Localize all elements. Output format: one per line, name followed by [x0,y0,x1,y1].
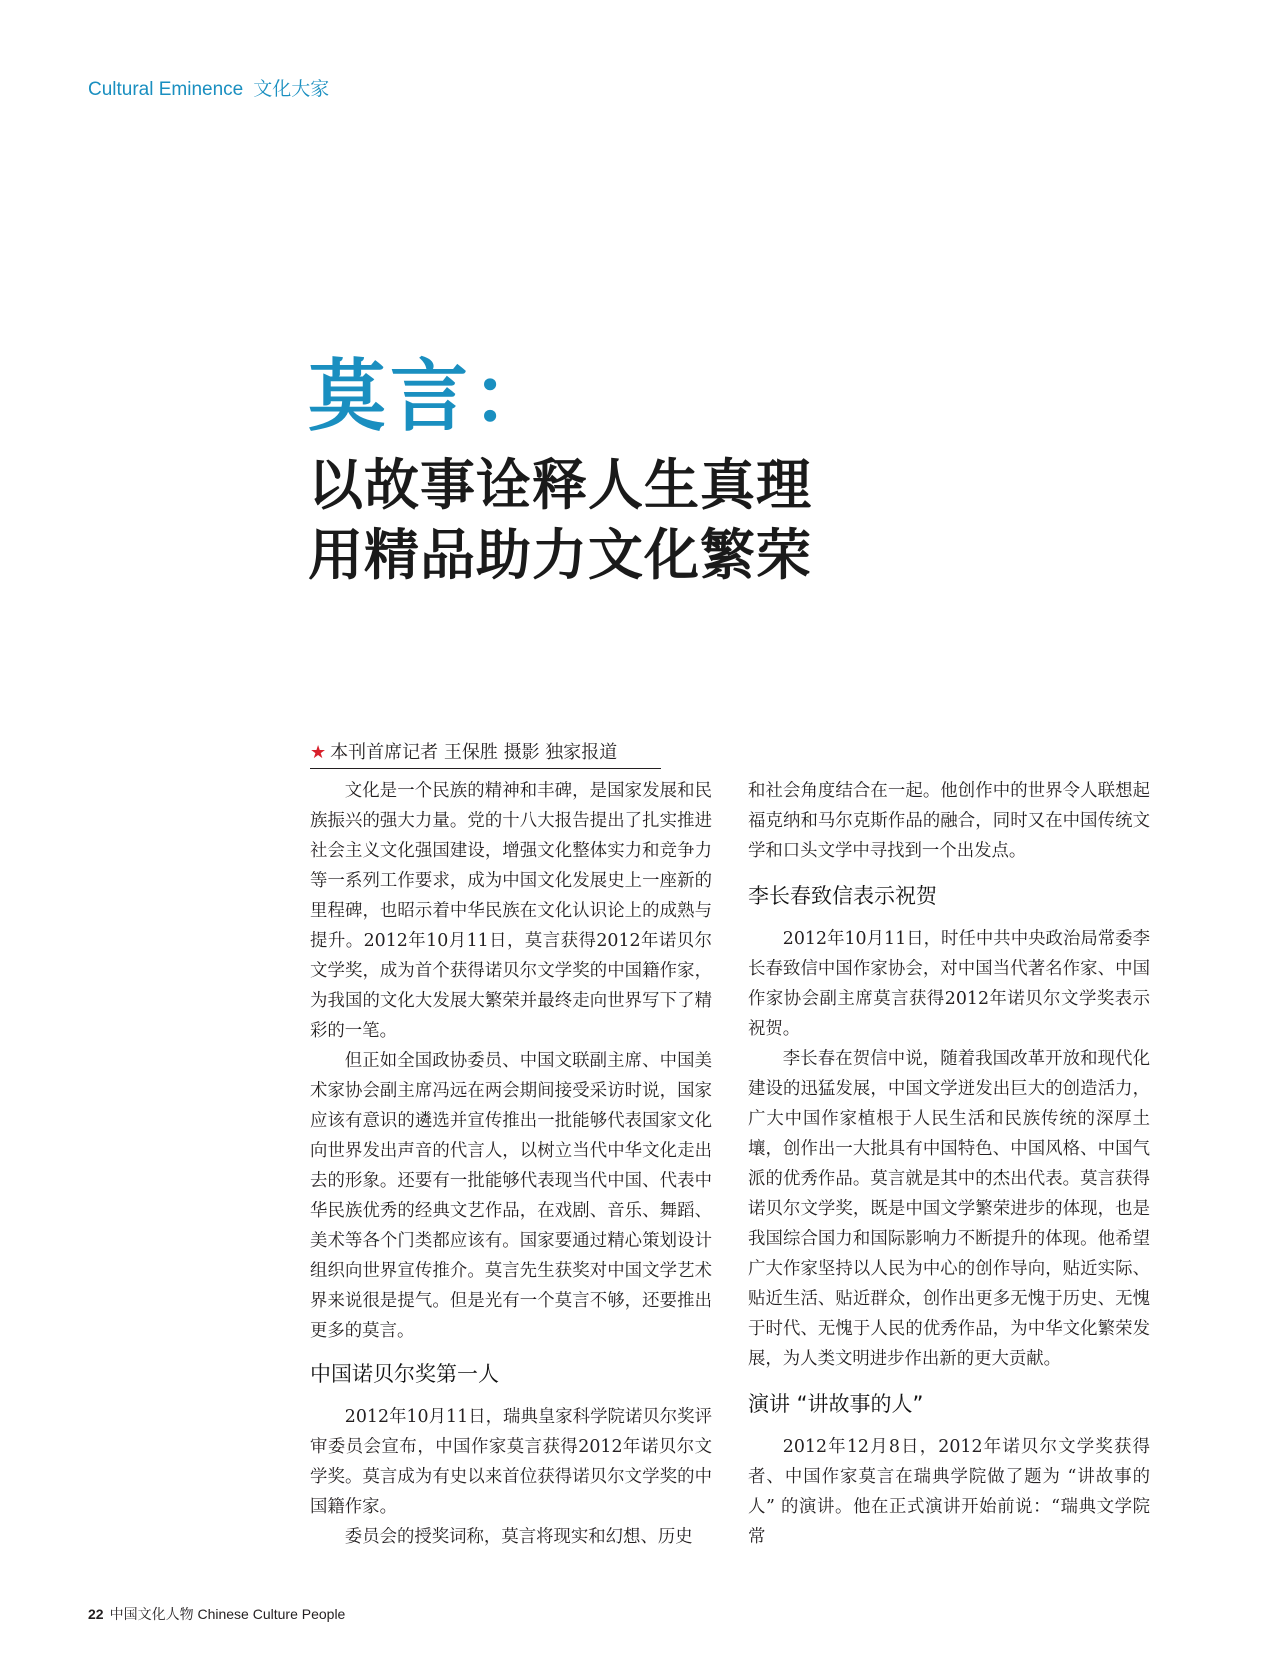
byline [310,741,661,769]
section-heading: 李长春致信表示祝贺 [748,884,937,908]
paragraph: 委员会的授奖词称，莫言将现实和幻想、历史 [344,1527,693,1547]
subtitle-line-1: 以故事诠释人生真理 [308,452,813,517]
paragraph: 文化是一个民族的精神和丰碑，是国家发展和民族振兴的强大力量。党的十八大报告提出了扎实推进社会主义文化强国建设，增强文化整体实力和竞争力等一系列工作要求，成为中国文化发展史上一座新的里程碑，也昭示着中华民族在文化认识论上的成熟与提升。2012年10月11日，莫言获得2012年诺贝尔文学奖，成为首个获得诺贝尔文学奖的中国籍作家，为我国的文化大发展大繁荣并最终走向世界写下了精彩的一笔。 [310,781,712,1041]
section-title-cn: 文化大家 [253,79,330,100]
article-column-left [310,776,712,1552]
byline-text: 本刊首席记者 王保胜 摄影 独家报道 [330,742,618,763]
subtitle-line-2: 用精品助力文化繁荣 [308,522,813,587]
paragraph: 但正如全国政协委员、中国文联副主席、中国美术家协会副主席冯远在两会期间接受采访时说，国家应该有意识的遴选并宣传推出一批能够代表国家文化向世界发出声音的代言人，以树立当代中华文化走出去的形象。还要有一批能够代表现当代中国、代表中华民族优秀的经典文艺作品，在戏剧、音乐、舞蹈、美术等各个门类都应该有。国家要通过精心策划设计组织向世界宣传推介。莫言先生获奖对中国文学艺术界来说很是提气。但是光有一个莫言不够，还要推出更多的莫言。 [310,1051,712,1341]
article-column-right [748,776,1150,1552]
section-heading: 中国诺贝尔奖第一人 [310,1362,499,1386]
section-heading: 演讲 “讲故事的人” [748,1392,924,1416]
page-footer [88,1604,345,1624]
page-number: 22 [88,1606,104,1622]
paragraph: 李长春在贺信中说，随着我国改革开放和现代化建设的迅猛发展，中国文学迸发出巨大的创造活力，广大中国作家植根于人民生活和民族传统的深厚土壤，创作出一大批具有中国特色、中国风格、中国气派的优秀作品。莫言就是其中的杰出代表。莫言获得诺贝尔文学奖，既是中国文学繁荣进步的体现，也是我国综合国力和国际影响力不断提升的体现。他希望广大作家坚持以人民为中心的创作导向，贴近实际、贴近生活、贴近群众，创作出更多无愧于历史、无愧于时代、无愧于人民的优秀作品，为中华文化繁荣发展，为人类文明进步作出新的更大贡献。 [748,1049,1150,1369]
paragraph: 2012年12月8日，2012年诺贝尔文学奖获得者、中国作家莫言在瑞典学院做了题为 “讲故事的人” 的演讲。他在正式演讲开始前说：“瑞典文学院常 [748,1437,1150,1547]
red-star-icon: ★ [310,742,327,763]
paragraph: 和社会角度结合在一起。他创作中的世界令人联想起福克纳和马尔克斯作品的融合，同时又在中国传统文学和口头文学中寻找到一个出发点。 [748,781,1150,861]
paragraph: 2012年10月11日，时任中共中央政治局常委李长春致信中国作家协会，对中国当代著名作家、中国作家协会副主席莫言获得2012年诺贝尔文学奖表示祝贺。 [748,929,1150,1039]
running-head [88,74,329,101]
publication-name: 中国文化人物 Chinese Culture People [109,1606,346,1622]
article-subtitle [308,450,812,590]
paragraph: 2012年10月11日，瑞典皇家科学院诺贝尔奖评审委员会宣布，中国作家莫言获得2012年诺贝尔文学奖。莫言成为有史以来首位获得诺贝尔文学奖的中国籍作家。 [310,1407,712,1517]
article-title: 莫言： [308,352,555,442]
section-title-en: Cultural Eminence [88,79,244,100]
